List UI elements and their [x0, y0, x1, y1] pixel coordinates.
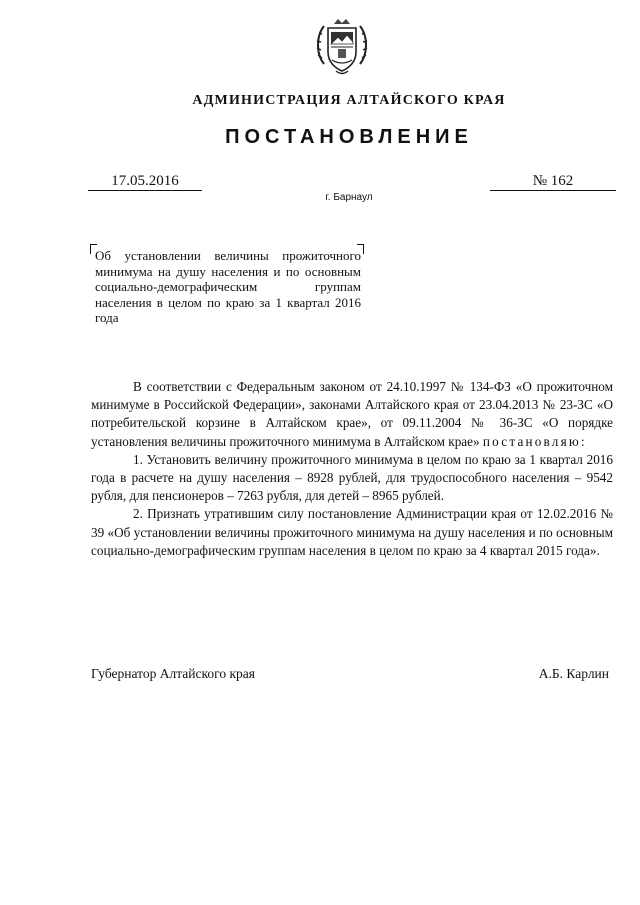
organization-name: АДМИНИСТРАЦИЯ АЛТАЙСКОГО КРАЯ: [192, 93, 506, 108]
item-1-paragraph: 1. Установить величину прожиточного минимума в целом по краю за 1 квартал 2016 года в расчете на душу населения – 8928 рублей, для трудоспособного населения – 9542 рубля, для пенсионеров – 7263 рубля, для детей – 8965 рублей.: [91, 451, 613, 504]
item-2-paragraph: 2. Признать утратившим силу постановление Администрации края от 12.02.2016 № 39 «Об установлении величины прожиточного минимума на душу населения и по основным социально-демографическим группам населения в целом по краю за 4 квартал 2015 года».: [91, 506, 613, 558]
document-subject: Об установлении величины прожиточного минимума на душу населения и по основным социально-демографическим группам населения в целом по краю за 1 квартал 2016 года: [95, 248, 361, 325]
signatory-position: Губернатор Алтайского края: [91, 666, 255, 681]
preamble-paragraph: [91, 378, 613, 451]
signature-block: [91, 665, 609, 683]
preamble-text: В соответствии с Федеральным законом от 24.10.1997 № 134-ФЗ «О прожиточном минимуме в Российской Федерации», законами Алтайского края от 23.04.2013 № 23-ЗС «О потребительской корзине в Алтайском крае», от 09.11.2004 № 36-ЗС «О порядке установления величины прожиточного минимума в Алтайском крае»: [91, 379, 613, 449]
resolve-word: постановляю:: [482, 433, 587, 449]
document-city: г. Барнаул: [325, 192, 373, 203]
document-date: 17.05.2016: [88, 172, 202, 191]
document-number: № 162: [490, 172, 616, 191]
document-body: [91, 378, 613, 560]
document-type-title: ПОСТАНОВЛЕНИЕ: [225, 126, 473, 148]
signatory-name: А.Б. Карлин: [538, 666, 609, 681]
coat-of-arms-icon: [314, 14, 370, 78]
